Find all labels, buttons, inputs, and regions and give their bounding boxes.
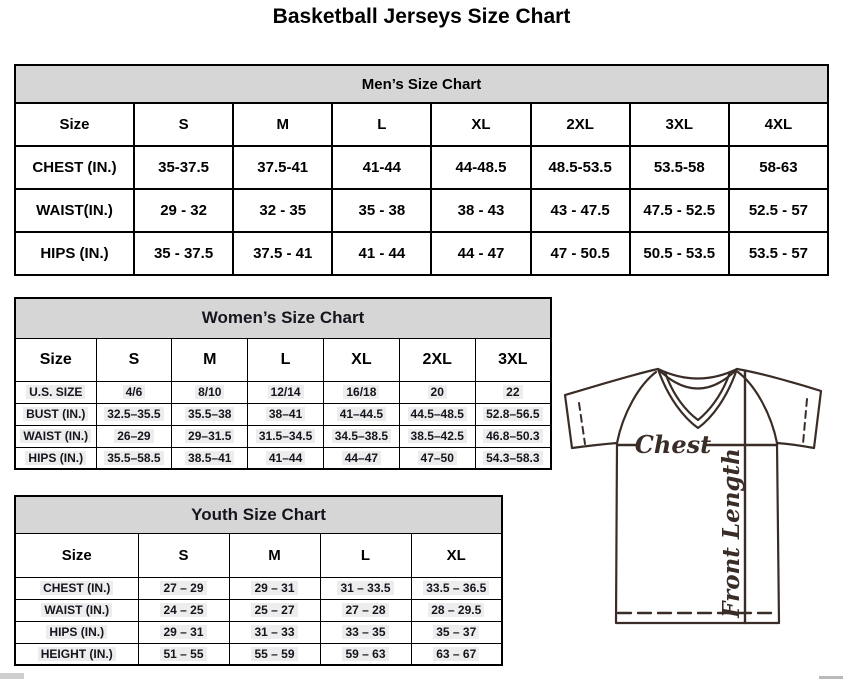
value-cell: 52.5 - 57: [729, 189, 828, 232]
size-column-header: 3XL: [475, 338, 551, 381]
value-cell: 41 - 44: [332, 232, 431, 275]
table-row: [15, 621, 502, 643]
value-cell: 41–44: [248, 447, 324, 469]
women-chart-header: Women’s Size Chart: [15, 298, 551, 338]
value-cell: 29 - 32: [134, 189, 233, 232]
youth-chart-header: Youth Size Chart: [15, 496, 502, 533]
size-column-header: XL: [411, 533, 502, 577]
value-cell: 41–44.5: [323, 403, 399, 425]
row-label-cell: U.S. SIZE: [15, 381, 96, 403]
value-cell: 38.5–41: [172, 447, 248, 469]
value-cell: 31.5–34.5: [248, 425, 324, 447]
value-cell: 26–29: [96, 425, 172, 447]
size-column-header: L: [320, 533, 411, 577]
size-column-header: L: [248, 338, 324, 381]
size-column-header: L: [332, 103, 431, 146]
youth-size-table: [14, 495, 503, 666]
value-cell: 55 – 59: [229, 643, 320, 665]
value-cell: 33 – 35: [320, 621, 411, 643]
table-row: [15, 232, 828, 275]
row-label-cell: CHEST (IN.): [15, 146, 134, 189]
value-cell: 31 – 33.5: [320, 577, 411, 599]
value-cell: 59 – 63: [320, 643, 411, 665]
value-cell: 37.5-41: [233, 146, 332, 189]
scrollbar-fragment-left[interactable]: [0, 673, 24, 679]
size-column-header: 4XL: [729, 103, 828, 146]
value-cell: 58-63: [729, 146, 828, 189]
table-row: [15, 381, 551, 403]
value-cell: 51 – 55: [138, 643, 229, 665]
row-label-cell: BUST (IN.): [15, 403, 96, 425]
row-label-cell: HEIGHT (IN.): [15, 643, 138, 665]
value-cell: 12/14: [248, 381, 324, 403]
value-cell: 53.5 - 57: [729, 232, 828, 275]
value-cell: 44.5–48.5: [399, 403, 475, 425]
table-row: [15, 425, 551, 447]
size-column-header: 2XL: [531, 103, 630, 146]
chest-label: Chest: [634, 430, 712, 459]
size-column-header: XL: [323, 338, 399, 381]
value-cell: 8/10: [172, 381, 248, 403]
womens-size-table: [14, 297, 552, 470]
value-cell: 44–47: [323, 447, 399, 469]
value-cell: 35 – 37: [411, 621, 502, 643]
value-cell: 35 - 37.5: [134, 232, 233, 275]
value-cell: 48.5-53.5: [531, 146, 630, 189]
size-column-header: M: [172, 338, 248, 381]
value-cell: 46.8–50.3: [475, 425, 551, 447]
value-cell: 35.5–58.5: [96, 447, 172, 469]
table-row: [15, 403, 551, 425]
value-cell: 31 – 33: [229, 621, 320, 643]
size-column-header: S: [138, 533, 229, 577]
value-cell: 47–50: [399, 447, 475, 469]
value-cell: 43 - 47.5: [531, 189, 630, 232]
value-cell: 50.5 - 53.5: [630, 232, 729, 275]
row-label-cell: HIPS (IN.): [15, 232, 134, 275]
table-row: [15, 577, 502, 599]
value-cell: 53.5-58: [630, 146, 729, 189]
jersey-outline: [565, 369, 821, 623]
table-row: [15, 447, 551, 469]
table-row: [15, 599, 502, 621]
value-cell: 24 – 25: [138, 599, 229, 621]
value-cell: 38.5–42.5: [399, 425, 475, 447]
value-cell: 35-37.5: [134, 146, 233, 189]
value-cell: 29–31.5: [172, 425, 248, 447]
value-cell: 38 - 43: [431, 189, 530, 232]
row-label-cell: WAIST (IN.): [15, 599, 138, 621]
value-cell: 41-44: [332, 146, 431, 189]
size-column-header: M: [229, 533, 320, 577]
value-cell: 35 - 38: [332, 189, 431, 232]
table-row: [15, 189, 828, 232]
front-length-label: Front Length: [718, 448, 745, 618]
value-cell: 32.5–35.5: [96, 403, 172, 425]
value-cell: 28 – 29.5: [411, 599, 502, 621]
size-column-header: 2XL: [399, 338, 475, 381]
value-cell: 54.3–58.3: [475, 447, 551, 469]
value-cell: 16/18: [323, 381, 399, 403]
value-cell: 52.8–56.5: [475, 403, 551, 425]
men-chart-header: Men’s Size Chart: [15, 65, 828, 103]
value-cell: 44 - 47: [431, 232, 530, 275]
value-cell: 35.5–38: [172, 403, 248, 425]
value-cell: 27 – 29: [138, 577, 229, 599]
row-label-cell: WAIST(IN.): [15, 189, 134, 232]
size-label-cell: Size: [15, 103, 134, 146]
value-cell: 22: [475, 381, 551, 403]
row-label-cell: HIPS (IN.): [15, 447, 96, 469]
table-row: [15, 146, 828, 189]
size-column-header: 3XL: [630, 103, 729, 146]
table-row: [15, 643, 502, 665]
value-cell: 47.5 - 52.5: [630, 189, 729, 232]
value-cell: 20: [399, 381, 475, 403]
value-cell: 27 – 28: [320, 599, 411, 621]
value-cell: 4/6: [96, 381, 172, 403]
mens-size-table: [14, 64, 829, 276]
page-title: Basketball Jerseys Size Chart: [272, 5, 571, 28]
size-column-header: XL: [431, 103, 530, 146]
size-column-header: S: [134, 103, 233, 146]
right-cuff-stitch: [803, 399, 807, 444]
value-cell: 25 – 27: [229, 599, 320, 621]
row-label-cell: CHEST (IN.): [15, 577, 138, 599]
value-cell: 47 - 50.5: [531, 232, 630, 275]
collar-back-top: [658, 369, 737, 379]
jersey-measurement-diagram: [555, 355, 843, 679]
value-cell: 37.5 - 41: [233, 232, 332, 275]
size-label-cell: Size: [15, 533, 138, 577]
size-column-header: S: [96, 338, 172, 381]
size-label-cell: Size: [15, 338, 96, 381]
value-cell: 44-48.5: [431, 146, 530, 189]
value-cell: 29 – 31: [138, 621, 229, 643]
value-cell: 29 – 31: [229, 577, 320, 599]
row-label-cell: WAIST (IN.): [15, 425, 96, 447]
value-cell: 33.5 – 36.5: [411, 577, 502, 599]
value-cell: 38–41: [248, 403, 324, 425]
row-label-cell: HIPS (IN.): [15, 621, 138, 643]
left-cuff-stitch: [579, 403, 585, 444]
value-cell: 34.5–38.5: [323, 425, 399, 447]
value-cell: 32 - 35: [233, 189, 332, 232]
size-column-header: M: [233, 103, 332, 146]
value-cell: 63 – 67: [411, 643, 502, 665]
